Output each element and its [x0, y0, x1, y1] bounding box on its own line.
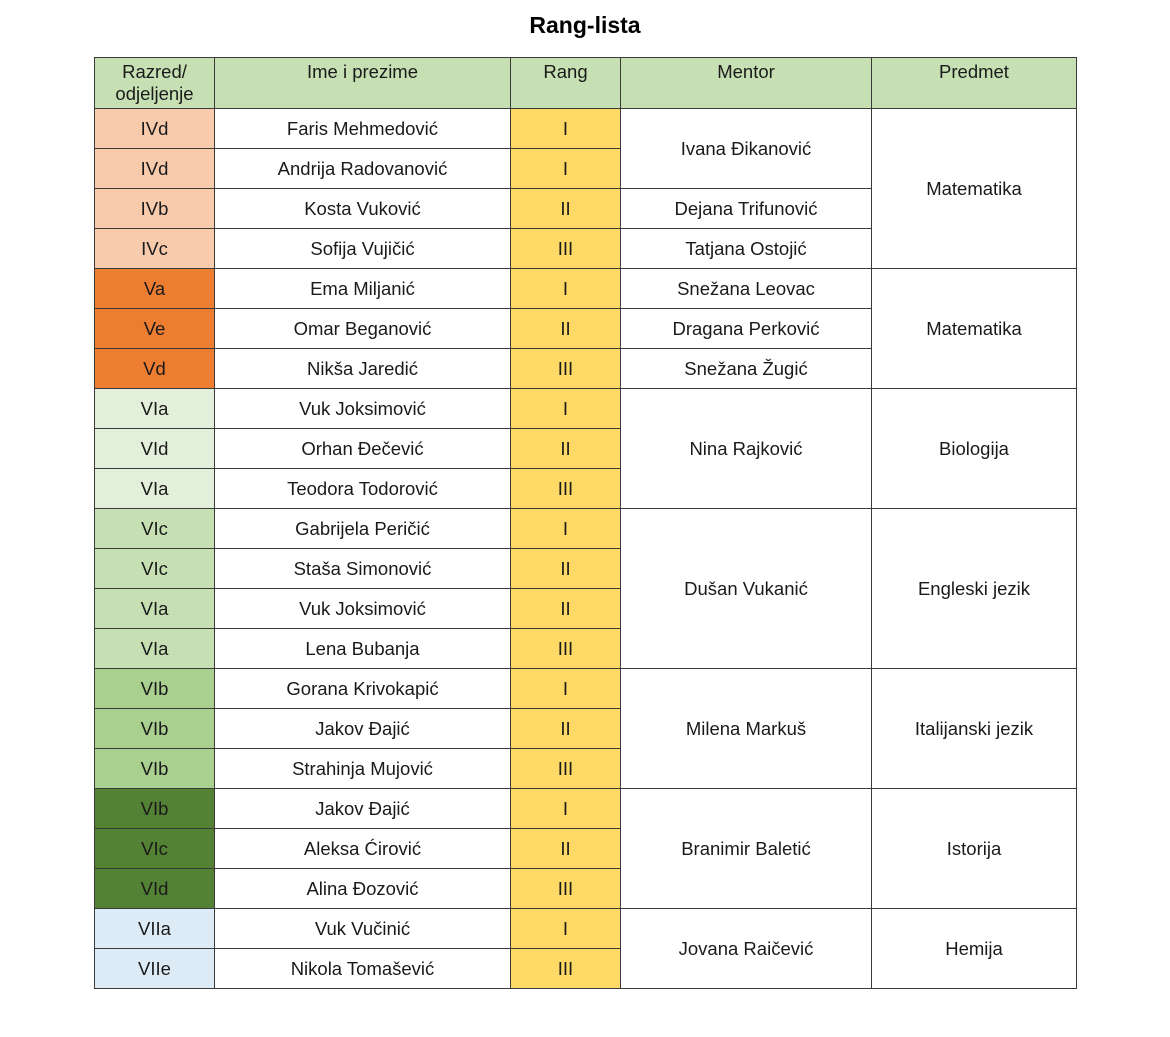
- class-cell: VIIe: [95, 949, 215, 989]
- mentor-cell: Ivana Đikanović: [621, 109, 872, 189]
- name-cell: Nikola Tomašević: [215, 949, 511, 989]
- class-cell: IVd: [95, 149, 215, 189]
- subject-cell: Istorija: [872, 789, 1077, 909]
- class-cell: VIb: [95, 749, 215, 789]
- name-cell: Strahinja Mujović: [215, 749, 511, 789]
- mentor-cell: Nina Rajković: [621, 389, 872, 509]
- class-cell: IVb: [95, 189, 215, 229]
- rank-cell: II: [511, 429, 621, 469]
- rank-cell: III: [511, 629, 621, 669]
- rank-cell: III: [511, 749, 621, 789]
- rank-cell: I: [511, 109, 621, 149]
- mentor-cell: Dejana Trifunović: [621, 189, 872, 229]
- subject-cell: Biologija: [872, 389, 1077, 509]
- rank-cell: I: [511, 149, 621, 189]
- mentor-cell: Snežana Leovac: [621, 269, 872, 309]
- class-cell: Va: [95, 269, 215, 309]
- table-row: [95, 109, 1077, 149]
- name-cell: Aleksa Ćirović: [215, 829, 511, 869]
- name-cell: Gorana Krivokapić: [215, 669, 511, 709]
- name-cell: Lena Bubanja: [215, 629, 511, 669]
- class-cell: VId: [95, 429, 215, 469]
- page-title: Rang-lista: [529, 12, 641, 38]
- subject-cell: Matematika: [872, 109, 1077, 269]
- rank-cell: III: [511, 229, 621, 269]
- rank-cell: I: [511, 389, 621, 429]
- class-cell: VIc: [95, 549, 215, 589]
- rank-cell: II: [511, 709, 621, 749]
- mentor-cell: Snežana Žugić: [621, 349, 872, 389]
- table-row: [95, 269, 1077, 309]
- class-cell: VIb: [95, 669, 215, 709]
- table-row: [95, 509, 1077, 549]
- ranking-table: [94, 57, 1077, 989]
- rank-cell: I: [511, 669, 621, 709]
- name-cell: Gabrijela Peričić: [215, 509, 511, 549]
- rank-cell: III: [511, 349, 621, 389]
- class-cell: Ve: [95, 309, 215, 349]
- table-row: [95, 789, 1077, 829]
- class-cell: VIb: [95, 789, 215, 829]
- header-subject: Predmet: [872, 58, 1077, 109]
- name-cell: Teodora Todorović: [215, 469, 511, 509]
- class-cell: VIa: [95, 589, 215, 629]
- name-cell: Jakov Đajić: [215, 789, 511, 829]
- class-cell: IVc: [95, 229, 215, 269]
- name-cell: Andrija Radovanović: [215, 149, 511, 189]
- class-cell: VIc: [95, 829, 215, 869]
- subject-cell: Engleski jezik: [872, 509, 1077, 669]
- header-rank: Rang: [511, 58, 621, 109]
- rank-cell: I: [511, 789, 621, 829]
- class-cell: VIa: [95, 389, 215, 429]
- mentor-cell: Dragana Perković: [621, 309, 872, 349]
- table-row: [95, 389, 1077, 429]
- class-cell: VIIa: [95, 909, 215, 949]
- header-mentor: Mentor: [621, 58, 872, 109]
- name-cell: Jakov Đajić: [215, 709, 511, 749]
- mentor-cell: Jovana Raičević: [621, 909, 872, 989]
- mentor-cell: Branimir Baletić: [621, 789, 872, 909]
- header-class: Razred/ odjeljenje: [95, 58, 215, 109]
- subject-cell: Hemija: [872, 909, 1077, 989]
- name-cell: Vuk Vučinić: [215, 909, 511, 949]
- name-cell: Nikša Jaredić: [215, 349, 511, 389]
- rank-cell: II: [511, 189, 621, 229]
- name-cell: Orhan Đečević: [215, 429, 511, 469]
- name-cell: Vuk Joksimović: [215, 389, 511, 429]
- name-cell: Kosta Vuković: [215, 189, 511, 229]
- name-cell: Omar Beganović: [215, 309, 511, 349]
- mentor-cell: Dušan Vukanić: [621, 509, 872, 669]
- rank-cell: II: [511, 549, 621, 589]
- class-cell: VIa: [95, 469, 215, 509]
- rank-cell: III: [511, 869, 621, 909]
- name-cell: Staša Simonović: [215, 549, 511, 589]
- subject-cell: Italijanski jezik: [872, 669, 1077, 789]
- rank-cell: I: [511, 909, 621, 949]
- name-cell: Alina Đozović: [215, 869, 511, 909]
- class-cell: VIb: [95, 709, 215, 749]
- mentor-cell: Tatjana Ostojić: [621, 229, 872, 269]
- rank-cell: I: [511, 509, 621, 549]
- rank-cell: III: [511, 949, 621, 989]
- table-row: [95, 669, 1077, 709]
- class-cell: VIa: [95, 629, 215, 669]
- header-name: Ime i prezime: [215, 58, 511, 109]
- rank-cell: II: [511, 309, 621, 349]
- class-cell: Vd: [95, 349, 215, 389]
- table-row: [95, 909, 1077, 949]
- rank-cell: III: [511, 469, 621, 509]
- rank-cell: II: [511, 589, 621, 629]
- name-cell: Ema Miljanić: [215, 269, 511, 309]
- header-row: [95, 58, 1077, 109]
- class-cell: VIc: [95, 509, 215, 549]
- rank-cell: I: [511, 269, 621, 309]
- mentor-cell: Milena Markuš: [621, 669, 872, 789]
- class-cell: VId: [95, 869, 215, 909]
- name-cell: Faris Mehmedović: [215, 109, 511, 149]
- class-cell: IVd: [95, 109, 215, 149]
- rank-cell: II: [511, 829, 621, 869]
- name-cell: Sofija Vujičić: [215, 229, 511, 269]
- subject-cell: Matematika: [872, 269, 1077, 389]
- name-cell: Vuk Joksimović: [215, 589, 511, 629]
